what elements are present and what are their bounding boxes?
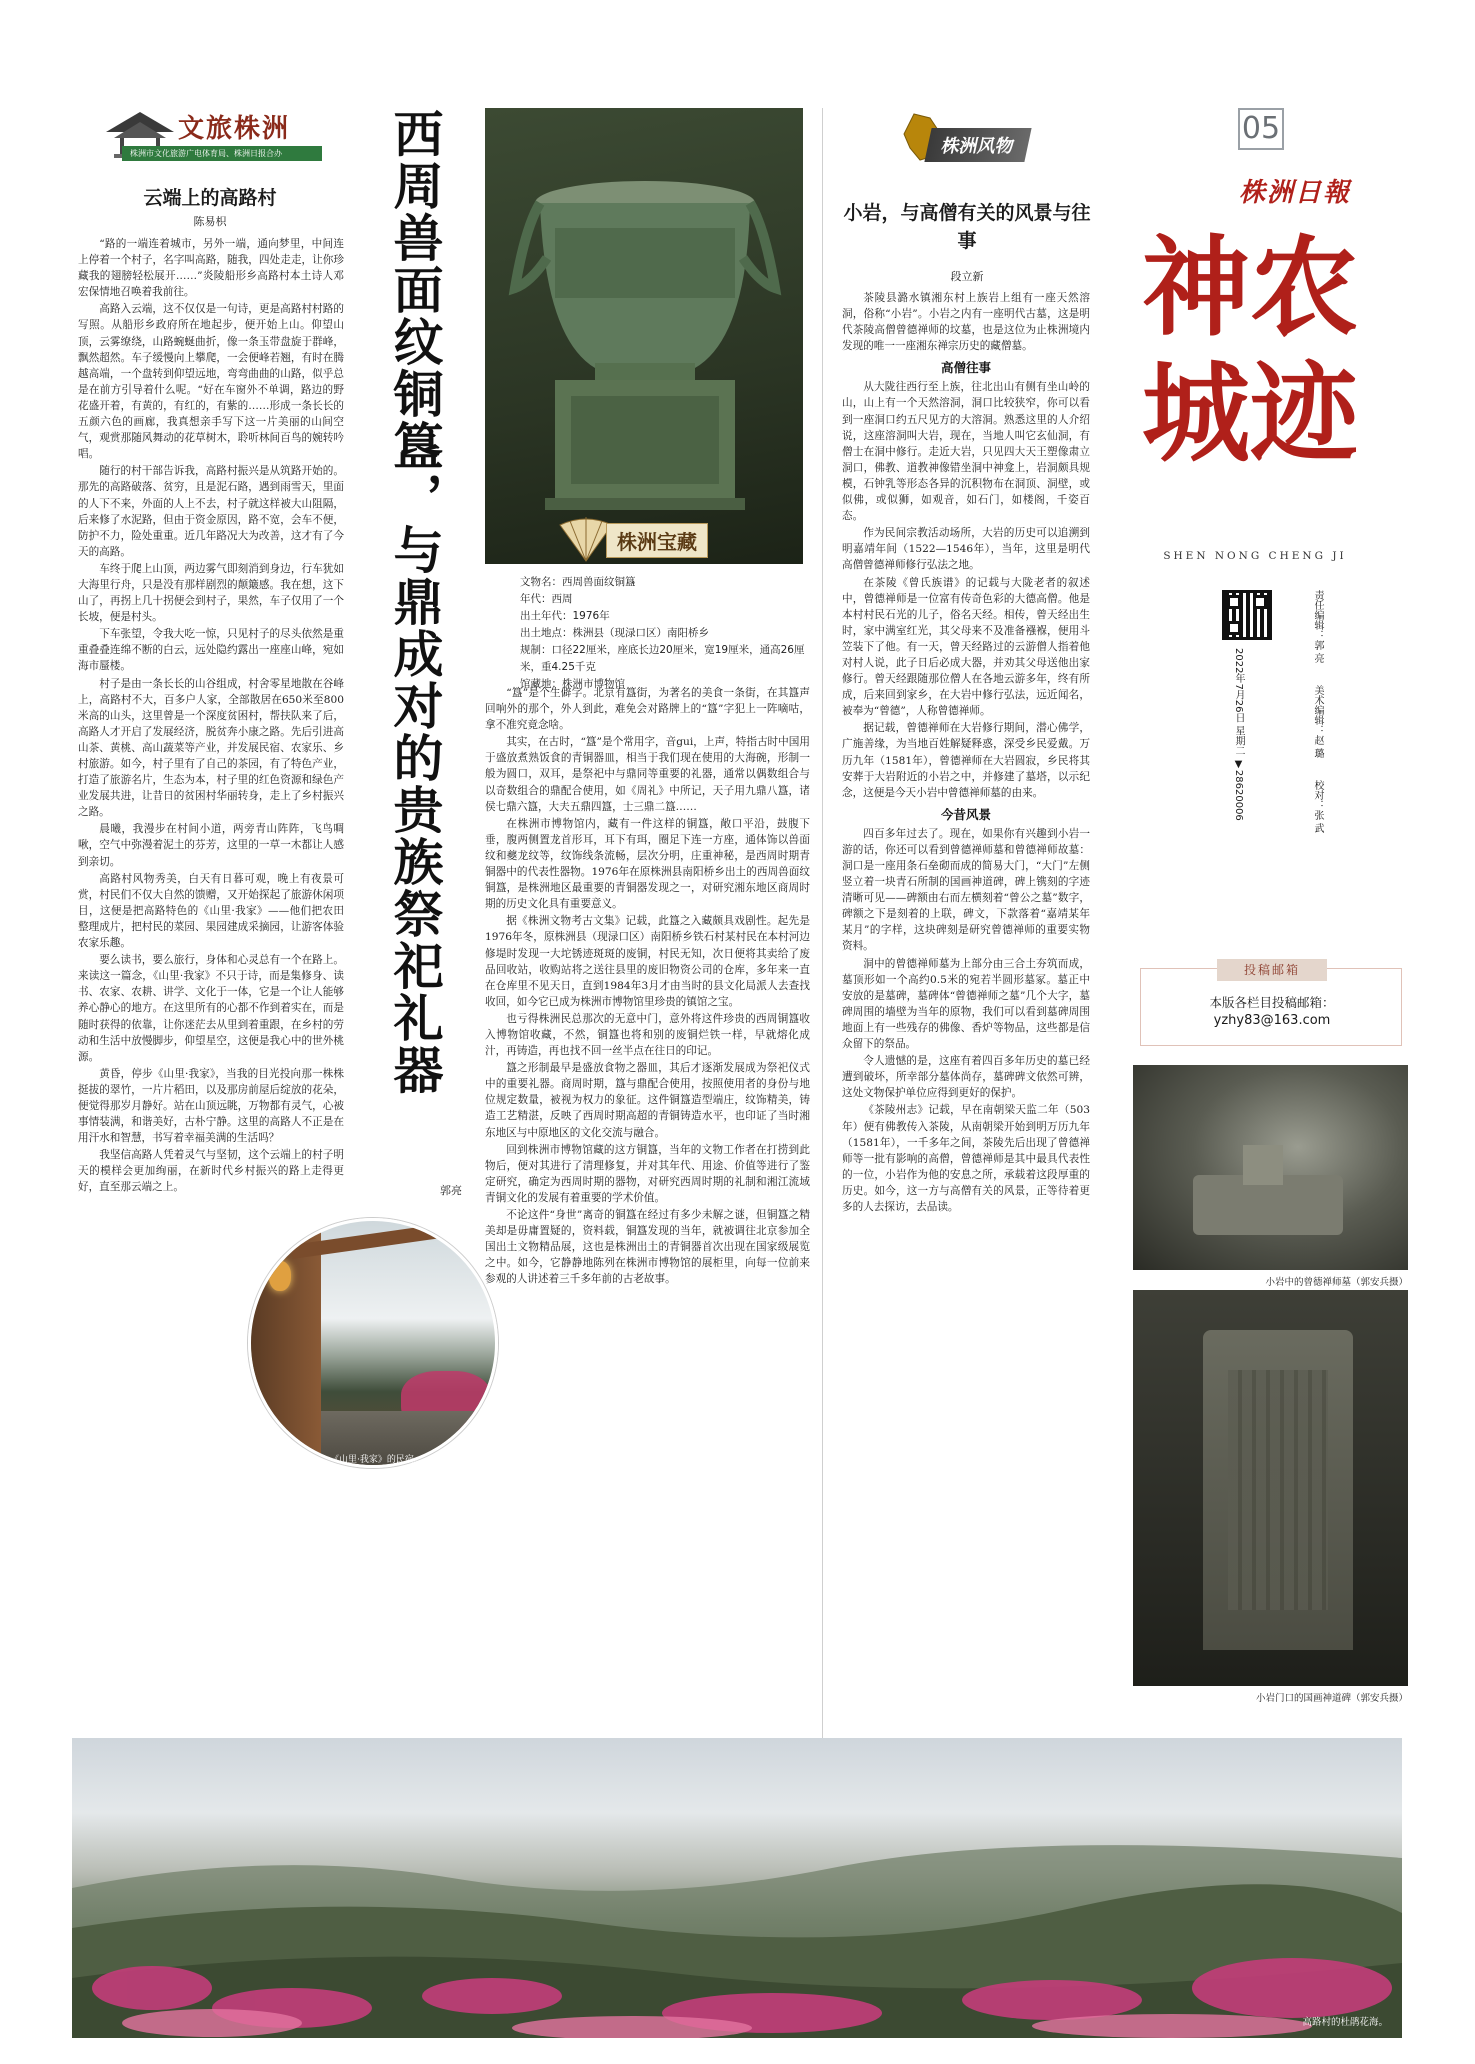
wenlv-paragraph: “路的一端连着城市，另外一端，通向梦里，中间连上停着一个村子，名字叫高路，随我，四处走走，让你珍藏我的翅膀轻松展开……”炎陵船形乡高路村本土诗人邓宏保情地召唤着我前往。: [78, 238, 344, 299]
editor-info: [1290, 590, 1330, 890]
wenlv-paragraph: 高路村风物秀美，白天有日暮可观，晚上有夜景可赏，村民们不仅大自然的馈赠，又开始探起了旅游休闲项目，这便是把高路特色的《山里·我家》——他们把农田整理成片，把村民的菜园、果园建成采摘园，让游客体验农家乐趣。: [78, 872, 344, 950]
fengwu-banner-name: 株洲风物: [924, 128, 1031, 162]
section-pinyin: SHEN NONG CHENG JI: [1163, 550, 1347, 562]
fengwu-author: 段立新: [950, 270, 984, 283]
wenlv-paragraph: 我坚信高路人凭着灵气与坚韧，这个云端上的村子明天的模样会更加绚丽，在新时代乡村振兴的路上走得更好，直至那云端之上。: [78, 1149, 344, 1194]
wenlv-paragraph: 村子是由一条长长的山谷组成，村舍零星地散在谷峰上，高路村不大，百多户人家，全部散居在650米至800米高的山头，这里曾是一个深度贫困村，帮扶队来了后，高路人才开启了发展经济，脱贫奔小康之路。先后引进高山茶、黄桃、高山蔬菜等产业，并发展民宿、农家乐、乡村旅游。如今，村子里有了自己的茶园，有了特色产业，打造了旅游名片，生态为本，村子里的红色资源和绿色产业发展共进，让昔日的贫困村华丽转身，走上了乡村振兴之路。: [78, 677, 344, 819]
wenlv-author: 陈易枳: [193, 215, 227, 228]
fengwu-paragraph: 作为民间宗教活动场所，大岩的历史可以追溯到明嘉靖年间（1522—1546年），当年，这里是明代高僧曾德禅师修行弘法之地。: [842, 527, 1090, 572]
azalea-panorama-photo: [72, 1738, 1402, 2038]
fengwu-paragraph: 令人遗憾的是，这座有着四百多年历史的墓已经遭到破坏，所幸部分墓体尚存，墓碑碑文依然可辨，这处文物保护单位应得到更好的保护。: [842, 1055, 1090, 1100]
info-item: 年代：西周: [520, 593, 573, 605]
wenlv-paragraph: 要么读书，要么旅行，身体和心灵总有一个在路上。来读这一篇念，《山里·我家》不只于诗，而是集修身、读书、农家、农耕、讲学、文化于一体，它是一个让人能够养心静心的地方。在这里所有的心都不作到着实在，而是随时获得的依靠，让你迷茫去从里到着重跟，在乡村的劳动和生活中放慢脚步，仰望星空，这便是我心中的世外桃源。: [78, 954, 344, 1063]
wenlv-paragraph: 黄昏，停步《山里·我家》，当我的目光投向那一株株挺拔的翠竹，一片片稻田，以及那房前屋后绽放的花朵，便觉得那岁月静好。站在山顶远眺，万物都有灵气，心被事情装满，和谐美好，古朴宁静。这里的高路人不正是在用汗水和智慧，书写着幸福美满的生活吗？: [78, 1067, 344, 1145]
editor-line: 责任编辑：郭 亮: [1312, 590, 1323, 664]
info-item: 馆藏地：株洲市博物馆: [520, 678, 625, 690]
page-number: 05: [1238, 108, 1284, 150]
fengwu-title: 小岩，与高僧有关的风景与往事: [843, 202, 1091, 252]
baozang-headline: [385, 108, 460, 1178]
baozang-paragraph: “簋”是个生僻字。北京有簋街，为著名的美食一条街，在其簋声回响外的那个，外人到此，难免会对路牌上的“簋”字犯上一阵嘀咕，拿不准究竟念啥。: [485, 687, 810, 732]
baozang-paragraph: 簋之形制最早是盛放食物之器皿，其后才逐渐发展成为祭祀仪式中的重要礼器。商周时期，簋与鼎配合使用，按照使用者的身份与地位规定数量，被视为权力的象征。这件铜簋造型端庄，纹饰精美，铸造工艺精湛，反映了西周时期高超的青铜铸造水平，也印证了当时湘东地区与中原地区的文化交流与融合。: [485, 1062, 810, 1139]
panorama-caption: 高路村的杜鹃花海。: [1302, 2017, 1388, 2028]
wenlv-banner-name: 文旅株洲: [178, 114, 291, 144]
fengwu-subhead: 今昔风景: [940, 806, 991, 822]
submission-box: [1140, 963, 1402, 1046]
cave-tomb-caption: 小岩中的曾德禅师墓（郭安兵摄）: [1265, 1277, 1408, 1288]
fengwu-paragraph: 据记载，曾德禅师在大岩修行期间，潜心佛学，广施善缘，为当地百姓解疑释惑，深受乡民爱戴。万历九年（1581年），曾德禅师在大岩圆寂，乡民将其安葬于大岩附近的小岩之中，并修建了墓塔，以示纪念，这便是今天小岩中曾德禅师墓的由来。: [842, 722, 1090, 799]
wenlv-paragraph: 晨曦，我漫步在村间小道，两旁青山阵阵，飞鸟啁啾，空气中弥漫着泥土的芬芳，这里的一草一木都让人感到亲切。: [78, 823, 344, 868]
submission-text: 本版各栏目投稿邮箱：: [1209, 995, 1335, 1010]
stele-caption: 小岩门口的国画神道碑（郭安兵摄）: [1255, 1693, 1408, 1704]
paper-name: 株洲日報: [1238, 178, 1351, 208]
section-title-text: 神农城迹: [1141, 225, 1358, 477]
fengwu-paragraph: 从大陇往西行至上族，往北出山有侧有坐山岭的山，山上有一个天然溶洞，洞口比较狭窄，你可以看到一座洞口约五尺见方的大溶洞。熟悉这里的人介绍说，这座溶洞叫大岩，现在，当地人叫它玄仙洞，有僧士在洞中修行。走近大岩，只见四大天王塑像肃立洞口，佛教、道教神像错坐洞中神龛上，岩洞颇具规模，石钟乳等形态各异的沉积物布在洞顶、洞壁，或似佛，或似狮，如观音，如石门，如楼阁，千姿百态。: [842, 381, 1090, 523]
panorama-scene: [72, 1738, 1402, 2038]
wenlv-banner: [100, 108, 322, 164]
fengwu-paragraph: 四百多年过去了。现在，如果你有兴趣到小岩一游的话，你还可以看到曾德禅师墓和曾德禅师故墓：洞口是一座用条石垒砌而成的简易大门，“大门”左侧竖立着一块青石所制的国画神道碑，碑上镌刻的字迹清晰可见——碑额由右而左横刻着“曾公之墓”数字，碑额之下是刻着的上联，碑文，下款落着“嘉靖某年某月”的字样，这块碑刻是研究曾德禅师的重要实物资料。: [842, 827, 1090, 953]
info-item: 出土地点：株洲县（现渌口区）南阳桥乡: [520, 627, 709, 639]
date-line: 2022年7月26日 星期二 ▼28620006: [1233, 648, 1244, 821]
qr-code[interactable]: [1222, 590, 1272, 640]
fengwu-paragraph: 《茶陵州志》记载，早在南朝梁天监二年（503年）便有佛教传入茶陵，从南朝梁开始到明万历九年（1581年），一千多年之间，茶陵先后出现了曾德禅师等一批有影响的高僧，曾德禅师是其中最具代表性的一位，小岩作为他的安息之所，承载着这段厚重的历史。如今，这一方与高僧有关的风景，正等待着更多的人去探访，去品读。: [842, 1104, 1090, 1213]
wenlv-paragraph: 高路入云端，这不仅仅是一句诗，更是高路村村路的写照。从船形乡政府所在地起步，便开始上山。仰望山顶，云雾缭绕，山路蜿蜒曲折，像一条玉带盘旋于群峰，飘然超然。车子缓慢向上攀爬，一会便峰若翘，有时在腾越高端，一个盘转到仰望远地，弯弯曲曲的山路，似乎总是在前方引导着什么呢。“好在车窗外不单调，路边的野花盛开着，有黄的，有红的，有紫的……形成一条长长的五颜六色的画廊，我真想亲手写下这一片美丽的山间空气，观赏那随风舞动的花草树木，聆听林间百鸟的婉转吟唱。: [78, 303, 344, 461]
info-item: 规制：口径22厘米，座底长边20厘米，宽19厘米，通高26厘米，重4.25千克: [520, 644, 805, 673]
wenlv-paragraph: 随行的村干部告诉我，高路村振兴是从筑路开始的。那先的高路破落、贫穷，且是泥石路，遇到雨雪天，里面的人下不来，外面的人上不去，村子就这样被大山阻隔，后来修了水泥路，但由于资金原因，路不宽，会车不便，防护不力，险处重重。近几年路况大为改善，这才有了今天的高路。: [78, 465, 344, 558]
wenlv-banner-sub: 株洲市文化旅游广电体育局、株洲日报合办: [122, 146, 322, 161]
wenlv-paragraph: 下车张望，令我大吃一惊，只见村子的尽头依然是重重叠叠连绵不断的白云，远处隐约露出一座座山峰，宛如海市蜃楼。: [78, 628, 344, 673]
fengwu-paragraph: 在茶陵《曾氏族谱》的记载与大陇老者的叙述中，曾德禅师是一位富有传奇色彩的大德高僧。他是本村村民石光的儿子，俗名天经。相传，曾天经出生时，家中满室红光，其父母来不及准备襁褓，便用斗笠装下了他。有一天，曾天经路过的云游僧人指着他对村人说，此子日后必成大器，并劝其父母送他出家修行。曾天经跟随那位僧人在各地云游多年，终有所成，后来回到家乡，在大岩中修行弘法，远近闻名，被奉为“曾德”，人称曾德禅师。: [842, 576, 1090, 718]
fengwu-body: [842, 290, 1090, 1690]
cave-tomb-photo: [1133, 1065, 1408, 1270]
baozang-body: [485, 685, 810, 1735]
editor-line: 校对：张 武: [1312, 780, 1323, 834]
submission-label: 投稿邮箱: [1217, 959, 1327, 981]
info-item: 文物名：西周兽面纹铜簋: [520, 576, 636, 588]
bronze-gui-icon: [485, 108, 803, 564]
baozang-paragraph: 不论这件“身世”离奇的铜簋在经过有多少未解之谜，但铜簋之精美却是毋庸置疑的，资料载，铜簋发现的当年，就被调往北京参加全国出土文物精品展，这也是株洲出土的青铜器首次出现在国家级展览之中。如今，它静静地陈列在株洲市博物馆的展柜里，向每一位前来参观的人讲述着三千多年前的古老故事。: [485, 1209, 810, 1286]
fengwu-paragraph: 茶陵县潞水镇湘东村上族岩上组有一座天然溶洞，俗称“小岩”。小岩之内有一座明代古墓，这是明代茶陵高僧曾德禅师的坟墓，也是这位为止株洲境内发现的唯一一座湘东禅宗历史的藏僧墓。: [842, 292, 1090, 353]
baozang-info: [520, 574, 820, 693]
wenlv-title: 云端上的高路村: [143, 187, 277, 209]
baozang-banner: [556, 515, 746, 565]
fengwu-subhead: 高僧往事: [940, 360, 991, 376]
minsu-photo-caption: 《山里·我家》的民宿。: [330, 1455, 423, 1465]
minsu-photo: [248, 1218, 498, 1468]
fengwu-paragraph: 洞中的曾德禅师墓为上部分由三合土夯筑而成，墓顶形如一个高约0.5米的宛若半圆形墓冢。墓正中安放的是墓碑，墓碑体“曾德禅师之墓”几个大字，墓碑周围的墙壁为当年的原物，我们可以看到墓碑周围地面上有一些残存的佛像、香炉等物品，这些都是信众留下的祭品。: [842, 957, 1090, 1051]
info-item: 出土年代：1976年: [520, 610, 610, 622]
editor-line: 美术编辑：赵 璐: [1312, 685, 1323, 759]
stele-photo: [1133, 1290, 1408, 1686]
section-title: [1120, 225, 1380, 525]
baozang-paragraph: 据《株洲文物考古文集》记载，此簋之入藏颇具戏剧性。起先是1976年冬，原株洲县（现渌口区）南阳桥乡铁石村某村民在本村河边修堤时发现一大坨锈迹斑斑的废铜，村民无知，次日便将其卖给了废品回收站，收购站将之送往县里的废旧物资公司的仓库，多年来一直在仓库里不见天日，直到1984年3月才由当时的县文化局派人去查找收回，如今它已成为株洲市博物馆里珍贵的镇馆之宝。: [485, 915, 810, 1008]
baozang-banner-name: 株洲宝藏: [606, 523, 708, 558]
baozang-paragraph: 也亏得株洲民总那次的无意中门，意外将这件珍贵的西周铜簋收入博物馆收藏，不然，铜簋也将和别的废铜烂铁一样，早就熔化成汁，再铸造，再也找不回一丝半点在往日的印记。: [485, 1012, 810, 1058]
bronze-gui-photo: [485, 108, 803, 564]
baozang-paragraph: 其实，在古时，“簋”是个常用字，音gui，上声，特指古时中国用于盛放煮熟饭食的青铜器皿，相当于我们现在使用的大海碗，形制一般为圆口，双耳，是祭祀中与鼎同等重要的礼器，通常以偶数组合与以奇数组合的鼎配合使用，如《周礼》中所记，天子用九鼎八簋，诸侯七鼎六簋，大夫五鼎四簋，士三鼎二簋……: [485, 736, 810, 813]
baozang-headline-text: 西周兽面纹铜簋，与鼎成对的贵族祭祀礼器: [385, 108, 444, 1096]
wenlv-paragraph: 车终于爬上山顶，两边雾气即刻消到身边，行车犹如大海里行舟，只是没有那样剧烈的颠簸感。我在想，这下山了，再拐上几十拐便会到村子，果然，车子仅用了一个长坡，便是村头。: [78, 562, 344, 624]
baozang-author: 郭亮: [440, 1184, 462, 1197]
submission-email[interactable]: yzhy83@163.com: [1213, 1013, 1331, 1028]
fengwu-banner: [900, 112, 1110, 162]
baozang-paragraph: 回到株洲市博物馆藏的这方铜簋，当年的文物工作者在打捞到此物后，便对其进行了清理修复，并对其年代、用途、价值等进行了鉴定研究，确定为西周时期的器物，对研究西周时期的礼制和湘江流域青铜文化的发展有着重要的学术价值。: [485, 1143, 810, 1204]
baozang-paragraph: 在株洲市博物馆内，藏有一件这样的铜簋，敞口平沿，鼓腹下垂，腹两侧置龙首形耳，耳下有珥，圈足下连一方座，通体饰以兽面纹和夔龙纹等，纹饰线条流畅，层次分明，庄重神秘，是西周时期青铜器中的代表性器物。1976年在原株洲县南阳桥乡出土的西周兽面纹铜簋，是株洲地区最重要的青铜器发现之一，对研究湘东地区商周时期的历史文化具有重要意义。: [485, 817, 810, 911]
